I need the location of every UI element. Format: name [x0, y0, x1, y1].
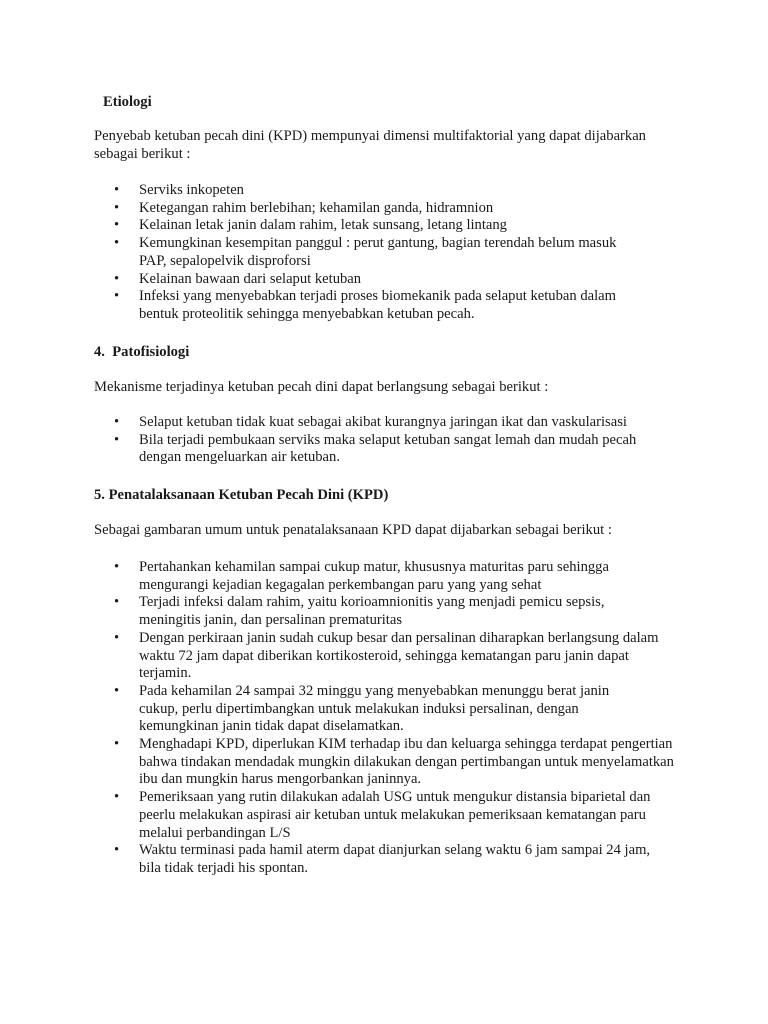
list-item: • Terjadi infeksi dalam rahim, yaitu korioamnionitis yang menjadi pemicu sepsis, meningitis janin, dan persalinan prematuritas: [94, 594, 684, 629]
list-item: • Ketegangan rahim berlebihan; kehamilan ganda, hidramnion: [94, 200, 660, 218]
section-heading-penatalaksanaan: 5. Penatalaksanaan Ketuban Pecah Dini (KPD): [94, 487, 389, 503]
etiologi-intro: Penyebab ketuban pecah dini (KPD) mempunyai dimensi multifaktorial yang dapat dijabarkan sebagai berikut :: [94, 128, 646, 162]
section-number: 4.: [94, 344, 105, 360]
list-item: • Kemungkinan kesempitan panggul : perut gantung, bagian terendah belum masuk PAP, sepalopelvik disproforsi: [94, 235, 660, 270]
section-heading-etiologi: Etiologi: [103, 94, 152, 110]
list-item: • Dengan perkiraan janin sudah cukup besar dan persalinan diharapkan berlangsung dalam waktu 72 jam dapat diberikan kortikosteroid, sehingga kematangan paru janin dapat terjamin.: [94, 630, 684, 683]
list-item: • Waktu terminasi pada hamil aterm dapat dianjurkan selang waktu 6 jam sampai 24 jam, bila tidak terjadi his spontan.: [94, 842, 684, 877]
list-item: • Bila terjadi pembukaan serviks maka selaput ketuban sangat lemah dan mudah pecah dengan mengeluarkan air ketuban.: [94, 432, 674, 467]
list-item: • Pertahankan kehamilan sampai cukup matur, khususnya maturitas paru sehingga mengurangi kejadian kegagalan perkembangan paru yang yang sehat: [94, 559, 684, 594]
patofisiologi-intro: Mekanisme terjadinya ketuban pecah dini dapat berlangsung sebagai berikut :: [94, 379, 549, 395]
penatalaksanaan-list: [94, 559, 684, 878]
list-item: • Menghadapi KPD, diperlukan KIM terhadap ibu dan keluarga sehingga terdapat pengertian bahwa tindakan mendadak mungkin dilakukan dengan pertimbangan untuk menyelamatkan ibu dan mungkin harus mengorbankan janinnya.: [94, 736, 684, 789]
list-item: • Kelainan bawaan dari selaput ketuban: [94, 271, 660, 289]
etiologi-list: [94, 182, 660, 324]
list-item: • Selaput ketuban tidak kuat sebagai akibat kurangnya jaringan ikat dan vaskularisasi: [94, 414, 674, 432]
list-item: • Serviks inkopeten: [94, 182, 660, 200]
section-heading-patofisiologi: [94, 344, 189, 362]
list-item: • Kelainan letak janin dalam rahim, letak sunsang, letang lintang: [94, 217, 660, 235]
list-item: • Infeksi yang menyebabkan terjadi proses biomekanik pada selaput ketuban dalam bentuk proteolitik sehingga menyebabkan ketuban pecah.: [94, 288, 660, 323]
penatalaksanaan-intro: Sebagai gambaran umum untuk penatalaksanaan KPD dapat dijabarkan sebagai berikut :: [94, 522, 612, 538]
list-item: • Pada kehamilan 24 sampai 32 minggu yang menyebabkan menunggu berat janin cukup, perlu dipertimbangkan untuk melakukan induksi persalinan, dengan kemungkinan janin tidak dapat diselamatkan.: [94, 683, 684, 736]
patofisiologi-list: [94, 414, 674, 467]
list-item: • Pemeriksaan yang rutin dilakukan adalah USG untuk mengukur distansia biparietal dan peerlu melakukan aspirasi air ketuban untuk melakukan pemeriksaan kematangan paru melalui perbandingan L/S: [94, 789, 684, 842]
section-title: Patofisiologi: [112, 344, 190, 360]
